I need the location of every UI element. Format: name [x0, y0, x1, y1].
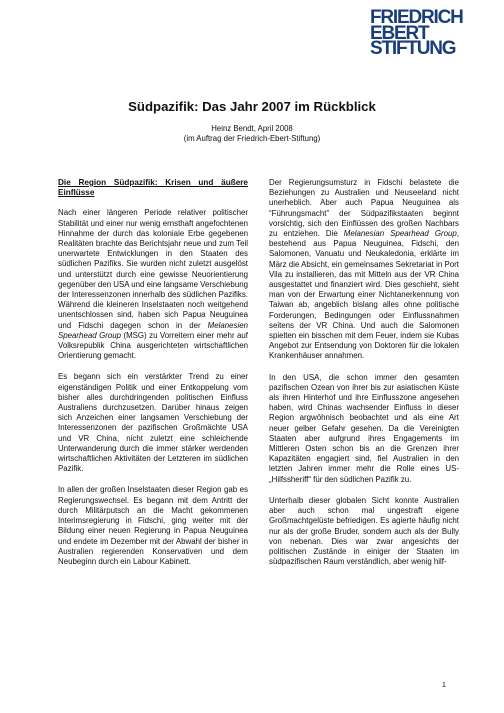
commission-line: (im Auftrag der Friedrich-Ebert-Stiftung) — [183, 134, 321, 143]
left-column — [58, 178, 248, 578]
foundation-logo — [370, 7, 474, 59]
paragraph: Es begann sich ein verstärkter Trend zu einer eigenständigen Politik und einer Entkoppelung vom bisher alles durchdringenden politischen Einfluss Australiens durchzusetzen. Darüber hinaus zeigen sich Anzeichen einer langsamen Verschiebung der Interessenzonen der pazifischen Großmächte USA und VR China, nicht zuletzt eine schleichende Unterwanderung durch die immer stärker werdenden wirtschaftlichen Aktivitäten der Letzteren im südlichen Pazifik. — [58, 372, 248, 474]
section-heading: Die Region Südpazifik: Krisen und äußere Einflüsse — [58, 178, 248, 198]
paragraph: Der Regierungsumsturz in Fidschi belastete die Beziehungen zu Australien und Neuseeland nicht unerheblich. Aber auch Papua Neuguinea als “Führungsmacht” der Südpazifikstaaten beginnt vorsichtig, sich den Einflüssen des großen Nachbars zu entziehen. Die Melanesian Spearhead Group, bestehend aus Papua Neuguinea, Fidschi, den Salomonen, Vanuatu und Neukaledonia, erklärte im März die Absicht, ein gemeinsames Sekretariat in Port Vila zu installieren, das mit Mitteln aus der VR China ausgestattet und finanziert wird. Dies geschieht, sieht man von der Erwartung einer Nichtanerkennung von Taiwan ab, angeblich bislang alles ohne politische Forderungen, Bedingungen oder Einflussnahmen seitens der VR China. Und auch die Salomonen spielten ein bisschen mit dem Feuer, indem sie Kubas Angebot zur Entsendung von Doktoren für die lokalen Krankenhäuser annahmen. — [269, 178, 460, 361]
logo-line-3: STIFTUNG — [370, 38, 456, 59]
logo-line-2: EBERT — [370, 22, 429, 44]
paragraph: Nach einer längeren Periode relativer politischer Stabilität und einer nur wenig ernsthaft angefochtenen Hinnahme der durch das koloniale Erbe gegebenen Realitäten brachte das Berichtsjahr neue und zum Teil unerwartete Entwicklungen in den Staaten des südlichen Pazifiks. Sie wurden nicht zuletzt ausgelöst und unterstützt durch eine gewisse Neuorientierung gegenüber den USA und eine langsame Verschiebung der Interessenzonen innerhalb des südlichen Pazifiks. Während die kleineren Inselstaaten noch weitgehend unentschlossen sind, haben sich Papua Neuguinea und Fidschi dagegen schon in der Melanesien Spearhead Group (MSG) zu Vorreitern einer mehr auf Volksrepublik China ausgerichteten wirtschaftlichen Orientierung gemacht. — [58, 208, 248, 361]
right-column — [269, 178, 459, 578]
page-number: 1 — [441, 680, 446, 689]
paragraph: Unterhalb dieser globalen Sicht konnte Australien aber auch schon mal ungestraft eigene Großmachtgelüste befriedigen. Es agierte häufig nicht nur als der große Bruder, sondern auch als der Bully von nebenan. Dies war zwar angesichts der politischen Zustände in einiger der Staaten im südpazifischen Raum verständlich, aber wenig hilf- — [269, 495, 459, 567]
document-title: Südpazifik: Das Jahr 2007 im Rückblick — [128, 99, 376, 114]
author-block — [0, 124, 504, 144]
paragraph: In den USA, die schon immer den gesamten pazifischen Ozean von ihrer bis zur asiatischen Küste als ihren Hinterhof und ihre Einflusszone angesehen haben, wird Chinas wachsender Einfluss in dieser Region argwöhnisch beobachtet und als eine Art neuer gelber Gefahr gesehen. Da die Vereinigten Staaten aber aufgrund ihres Engagements im Mittleren Osten schon bis an die Grenzen ihrer Kapazitäten engagiert sind, fiel Australien in den letzten Jahren immer mehr die Rolle eines US-„Hilfssheriff“ für den südlichen Pazifik zu. — [269, 372, 459, 484]
paragraph: In allen der großen Inselstaaten dieser Region gab es Regierungswechsel. Es begann mit dem Antritt der durch Militärputsch an die Macht gekommenen Interimsregierung in Fidschi, ging weiter mit der Bildung einer neuen Regierung in Papua Neuguinea und endete im Dezember mit der Abwahl der bisher in Australien regierenden Konservativen und dem Neubeginn durch ein Labour Kabinett. — [58, 485, 248, 566]
logo-line-1: FRIEDRICH — [370, 7, 463, 28]
author-line: Heinz Bendt, April 2008 — [211, 124, 293, 133]
